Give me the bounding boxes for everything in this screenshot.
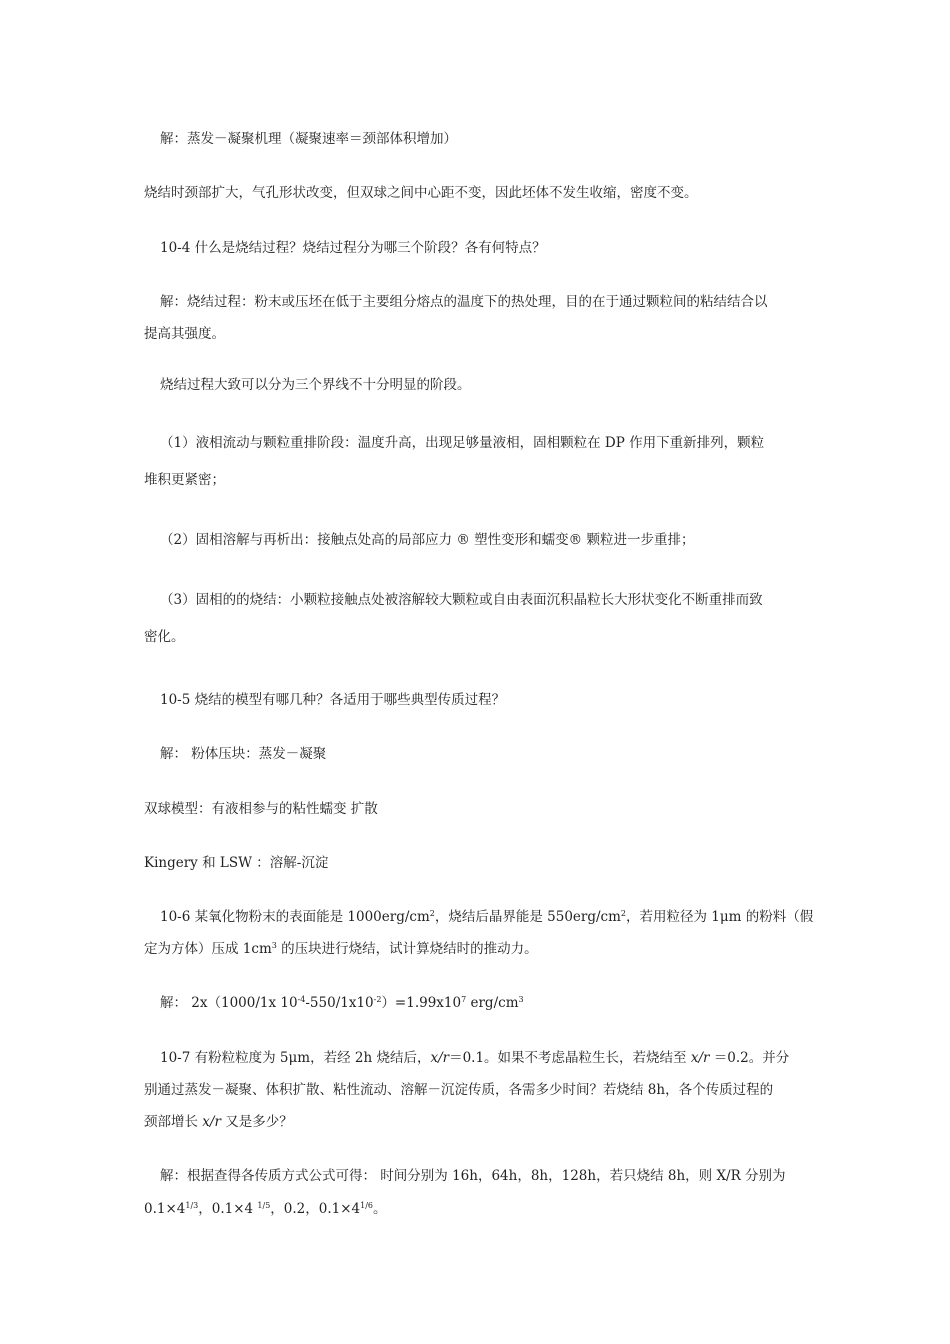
question-10-7: 10-7 有粉粒粒度为 5μm，若经 2h 烧结后，x/r＝0.1。如果不考虑晶粒生长，若烧结至 x/r ＝0.2。并分 <box>160 1050 790 1066</box>
stage-3: （3）固相的的烧结：小颗粒接触点处被溶解较大颗粒或自由表面沉积晶粒长大形状变化不断重排而致 <box>160 592 763 608</box>
answer-evaporation-condensation: 解：蒸发－凝聚机理（凝聚速率＝颈部体积增加） <box>160 131 457 147</box>
answer-10-7: 解：根据查得各传质方式公式可得： 时间分别为 16h，64h，8h，128h，若只烧结 8h，则 X/R 分别为 <box>160 1168 786 1184</box>
answer-kingery-lsw: Kingery 和 LSW ：溶解-沉淀 <box>144 855 329 871</box>
question-10-7-cont: 别通过蒸发－凝聚、体积扩散、粘性流动、溶解－沉淀传质，各需多少时间？若烧结 8h，各个传质过程的 <box>144 1082 774 1098</box>
answer-two-sphere-model: 双球模型：有液相参与的粘性蠕变 扩散 <box>144 801 378 817</box>
paragraph-three-stages: 烧结过程大致可以分为三个界线不十分明显的阶段。 <box>160 377 471 393</box>
question-10-7-cont-2: 颈部增长 x/r 又是多少？ <box>144 1114 293 1130</box>
paragraph-neck-growth: 烧结时颈部扩大，气孔形状改变，但双球之间中心距不变，因此坯体不发生收缩，密度不变。 <box>144 185 698 201</box>
stage-1-cont: 堆积更紧密； <box>144 472 225 488</box>
question-10-4: 10-4 什么是烧结过程？烧结过程分为哪三个阶段？各有何特点？ <box>160 240 546 256</box>
stage-2: （2）固相溶解与再析出：接触点处高的局部应力 ® 塑性变形和蠕变® 颗粒进一步重排； <box>160 532 695 548</box>
answer-powder-compact: 解： 粉体压块：蒸发－凝聚 <box>160 746 327 762</box>
answer-sintering-definition: 解：烧结过程：粉末或压坯在低于主要组分熔点的温度下的热处理，目的在于通过颗粒间的粘结结合以 <box>160 294 768 310</box>
stage-1: （1）液相流动与颗粒重排阶段：温度升高，出现足够量液相，固相颗粒在 DP 作用下重新排列，颗粒 <box>160 435 765 451</box>
question-10-6: 10-6 某氧化物粉末的表面能是 $1000erg/cm^2$，烧结后晶界能是 $550erg/cm^2$，若用粒径为 1μm 的粉料（假 <box>160 909 814 925</box>
question-10-5: 10-5 烧结的模型有哪几种？各适用于哪些典型传质过程？ <box>160 692 506 708</box>
answer-sintering-definition-cont: 提高其强度。 <box>144 326 225 342</box>
question-10-6-cont: 定为方体）压成 $1cm^3$ 的压块进行烧结，试计算烧结时的推动力。 <box>144 941 538 957</box>
answer-10-6: 解： 2x（1000/1x $10^{-4}-550/1x10^{-2})=1.99x10^7$ erg/$cm^3$ <box>160 995 524 1011</box>
answer-10-7-cont: $0.1\times 4^{1/3}$，0.1×4 $^{1/5}$，0.2，$0.1\times 4^{1/6}$。 <box>144 1201 387 1217</box>
stage-3-cont: 密化。 <box>144 629 185 645</box>
